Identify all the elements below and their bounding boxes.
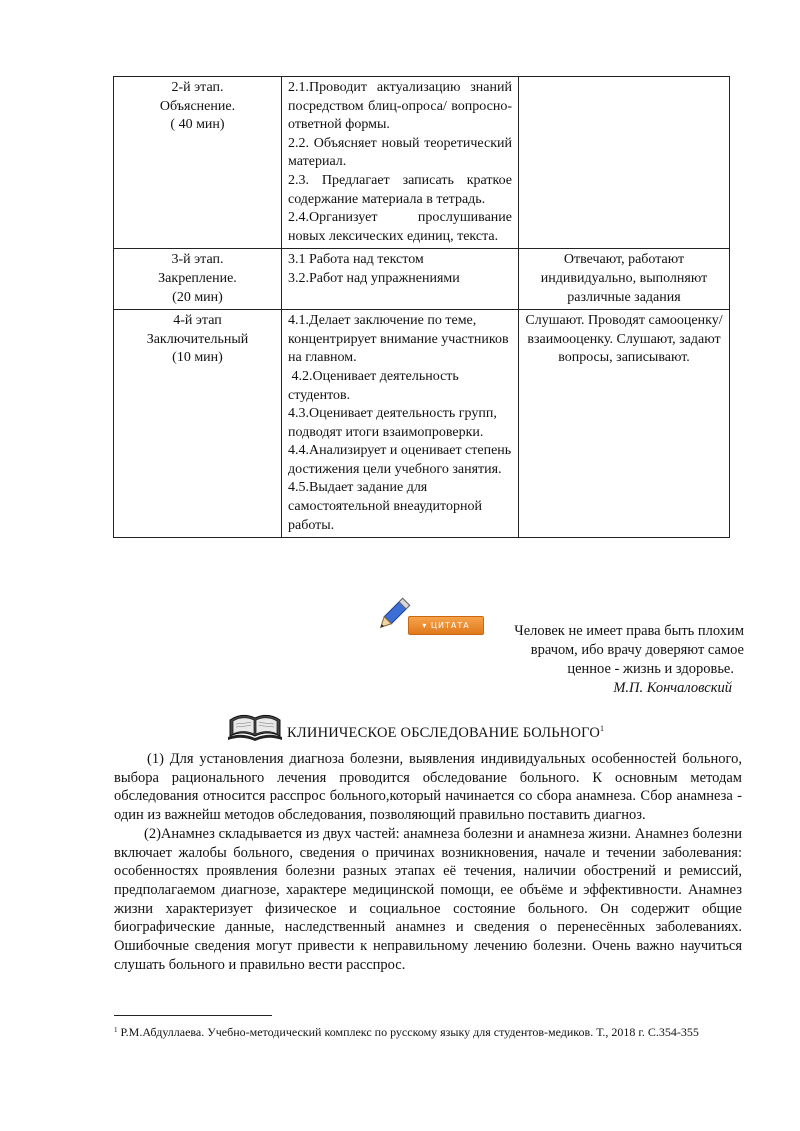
quote-line: ценное - жизнь и здоровье. <box>567 661 734 677</box>
quote-author: М.П. Кончаловский <box>613 680 732 696</box>
table-row <box>114 77 730 249</box>
teacher-activity-cell <box>282 310 519 538</box>
quote-line: Человек не имеет права быть плохим <box>514 623 744 639</box>
stage-type: Заключительный <box>146 331 249 347</box>
footnote-mark: 1 <box>114 1026 118 1034</box>
pencil-icon <box>372 596 412 636</box>
paragraph: (1) Для установления диагноза болезни, выявления индивидуальных особенностей больного, выбора рационального лечения проводится обследование больного. К основным методам обследования относится расспрос больного,который начинается со сбора анамнеза. Сбор анамнеза - один из важнейш методов обследования, позволяющий правильно поставить диагноз. <box>114 751 742 824</box>
activity-item: 2.4.Организует прослушивание новых лексических единиц, текста. <box>288 210 512 244</box>
footnote <box>114 1022 742 1041</box>
activity-item: 3.2.Работ над упражнениями <box>288 270 460 286</box>
table-row <box>114 310 730 538</box>
student-activity-cell: Отвечают, работают индивидуально, выполняют различные задания <box>519 249 730 310</box>
arrow-down-icon: ▾ <box>422 621 431 630</box>
stage-cell <box>114 310 282 538</box>
footnote-text: Р.М.Абдуллаева. Учебно-методический комплекс по русскому языку для студентов-медиков. Т., 2018 г. С.354-355 <box>117 1025 699 1039</box>
stage-duration: (20 мин) <box>172 289 223 305</box>
student-activity-cell: Слушают. Проводят самооценку/взаимооценку. Слушают, задают вопросы, записывают. <box>519 310 730 538</box>
activity-item: 3.1 Работа над текстом <box>288 252 424 268</box>
table-row <box>114 249 730 310</box>
stage-type: Закрепление. <box>158 270 237 286</box>
stage-cell <box>114 249 282 310</box>
section-title <box>287 724 604 742</box>
stage-name: 2-й этап. <box>171 80 224 95</box>
teacher-activity-cell <box>282 249 519 310</box>
paragraph: (2)Анамнез складывается из двух частей: анамнеза болезни и анамнеза жизни. Анамнез болезни включает жалобы больного, сведения о причинах возникновения, начале и течении заболевания: особенностях проявления болезни разных этапах её течения, наличии обострений и ремиссий, предполагаемом диагнозе, характере медицинской помощи, ее объёме и эффективности. Анамнез жизни характеризует физическое и социальное состояние больного. Он содержит общие биографические данные, наследственный анамнез и сведения о перенесённых заболеваниях. Ошибочные сведения могут привести к неправильному лечению болезни. Очень важно научиться слушать больного и правильно вести расспрос. <box>114 825 742 973</box>
lesson-stages-table <box>113 76 730 538</box>
stage-name: 3-й этап. <box>171 252 224 268</box>
activity-item: 4.2.Оценивает деятельность студентов. <box>288 368 463 403</box>
quote-line: врачом, ибо врачу доверяют самое <box>530 642 744 658</box>
activity-item: 4.4.Анализирует и оценивает степень достижения цели учебного занятия. <box>288 443 512 477</box>
stage-name: 4-й этап <box>173 313 222 329</box>
open-book-icon <box>226 710 284 742</box>
stage-duration: (10 мин) <box>172 350 223 366</box>
quote-text <box>474 622 744 698</box>
stage-cell <box>114 77 282 249</box>
citation-badge-label: ЦИТАТА <box>430 621 470 630</box>
activity-item: 4.1.Делает заключение по теме, концентрирует внимание участников на главном. <box>288 313 509 366</box>
quote-block <box>370 596 750 706</box>
footnote-ref: 1 <box>600 724 605 733</box>
stage-type: Объяснение. <box>159 98 236 114</box>
activity-item: 2.3. Предлагает записать краткое содержание материала в тетрадь. <box>288 172 512 207</box>
footnote-divider <box>114 1015 272 1016</box>
activity-item: 2.2. Объясняет новый теоретический материал. <box>288 135 512 170</box>
activity-item: 4.3.Оценивает деятельность групп, подводят итоги взаимопроверки. <box>288 406 497 440</box>
citation-badge <box>408 616 484 635</box>
teacher-activity-cell <box>282 77 519 249</box>
student-activity-cell <box>519 77 730 249</box>
section-body <box>114 750 742 974</box>
activity-item: 4.5.Выдает задание для самостоятельной внеаудиторной работы. <box>288 480 482 533</box>
activity-item: 2.1.Проводит актуализацию знаний посредством блиц-опроса/ вопросно-ответной формы. <box>288 80 512 133</box>
stage-duration: ( 40 мин) <box>170 117 225 133</box>
section-title-text: КЛИНИЧЕСКОЕ ОБСЛЕДОВАНИЕ БОЛЬНОГО <box>287 725 601 741</box>
